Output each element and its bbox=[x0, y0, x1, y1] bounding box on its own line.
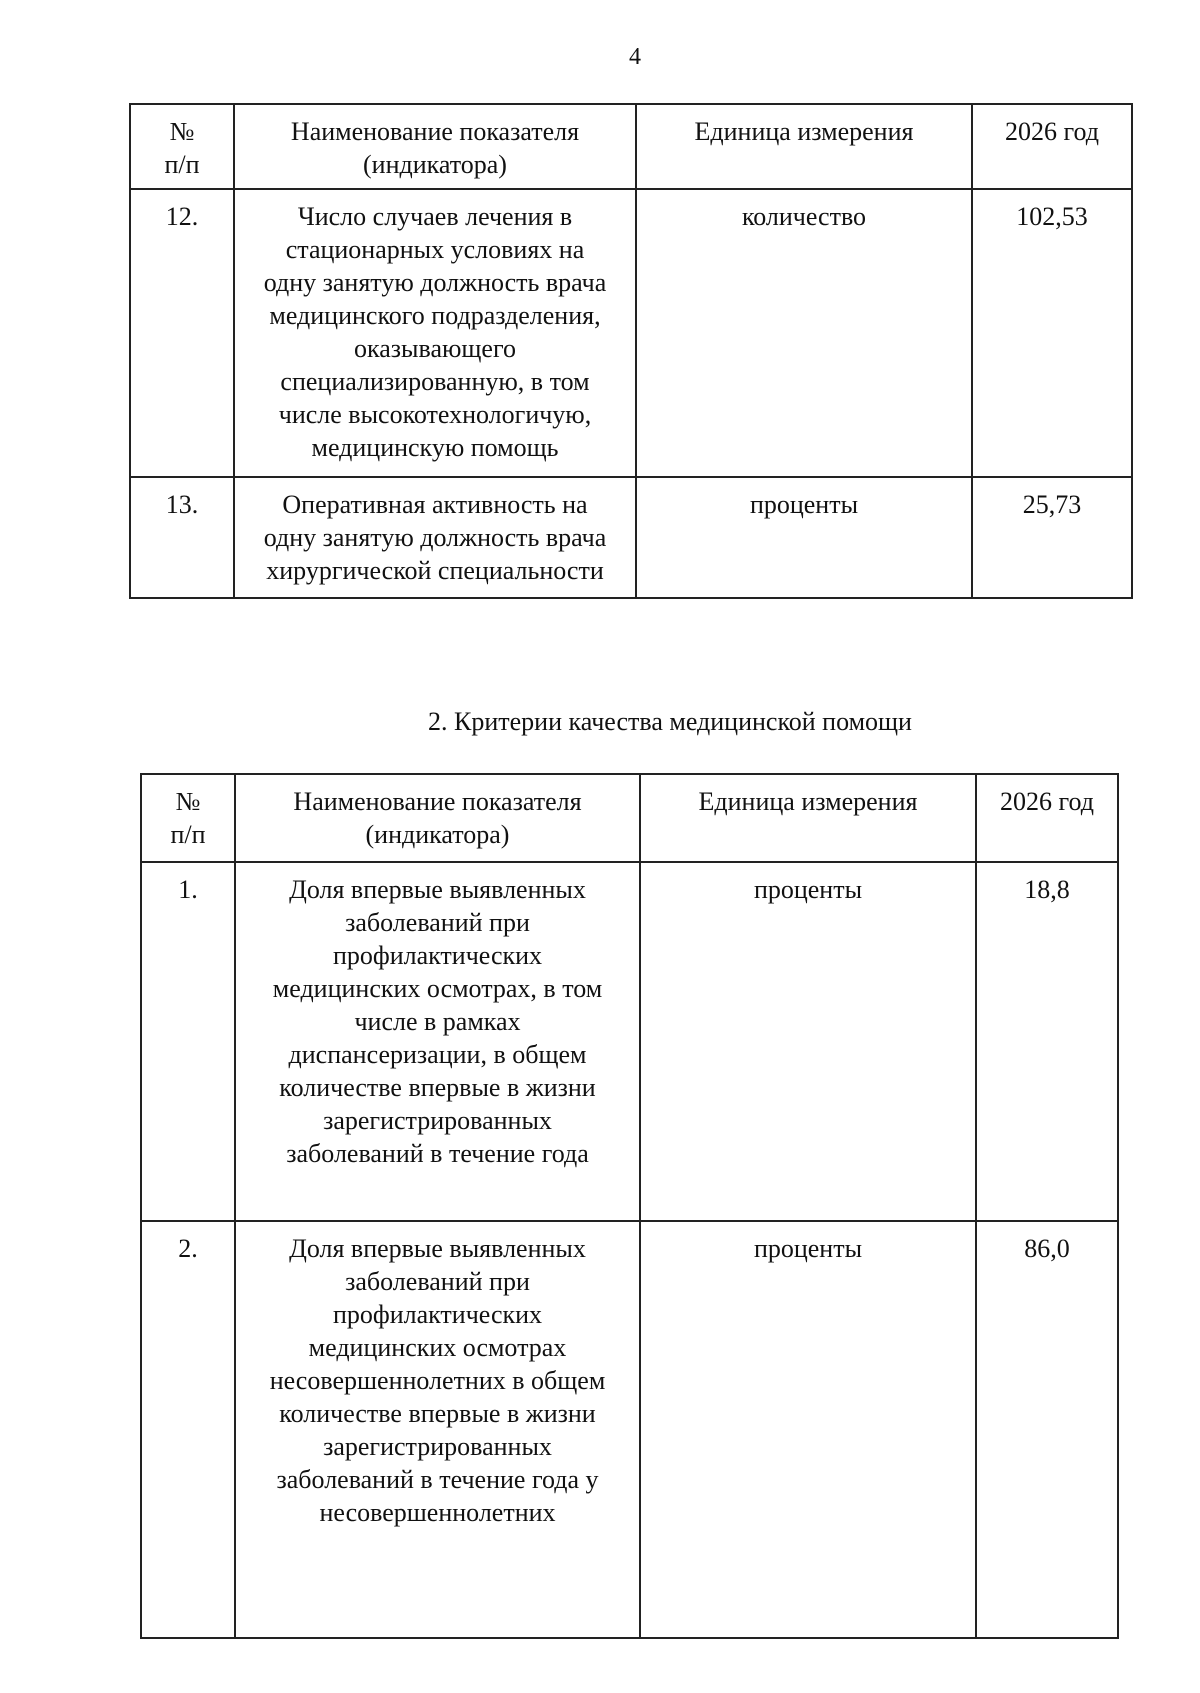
header-name-text: Наименование показателя (индикатора) bbox=[293, 787, 582, 849]
row-unit-text: проценты bbox=[753, 875, 863, 904]
row-unit-text: количество bbox=[741, 202, 867, 231]
row-num bbox=[130, 477, 234, 598]
header-num-text: № п/п bbox=[164, 117, 200, 179]
row-value-text: 25,73 bbox=[1022, 490, 1082, 519]
row-value-text: 18,8 bbox=[1024, 875, 1070, 904]
row-name bbox=[235, 862, 640, 1221]
section-heading: 2. Критерии качества медицинской помощи bbox=[428, 707, 912, 736]
row-num-text: 1. bbox=[178, 875, 198, 904]
row-unit-text: проценты bbox=[749, 490, 859, 519]
row-num bbox=[130, 189, 234, 477]
header-unit-text: Единица измерения bbox=[694, 117, 914, 146]
row-name bbox=[235, 1221, 640, 1638]
row-value-text: 86,0 bbox=[1024, 1234, 1070, 1263]
row-unit-text: проценты bbox=[753, 1234, 863, 1263]
row-value-text: 102,53 bbox=[1016, 202, 1088, 231]
header-num-text: № п/п bbox=[170, 787, 206, 849]
header-name-text: Наименование показателя (индикатора) bbox=[290, 117, 580, 179]
row-num bbox=[141, 862, 235, 1221]
row-num-text: 2. bbox=[178, 1234, 198, 1263]
header-year bbox=[972, 104, 1132, 189]
row-name bbox=[234, 477, 636, 598]
header-unit bbox=[636, 104, 972, 189]
row-value bbox=[972, 189, 1132, 477]
row-name bbox=[234, 189, 636, 477]
row-unit bbox=[640, 862, 976, 1221]
header-year bbox=[976, 774, 1118, 862]
row-name-text: Оперативная активность на одну занятую должность врача хирургической специальности bbox=[263, 490, 607, 585]
header-name bbox=[234, 104, 636, 189]
row-name-text: Доля впервые выявленных заболеваний при профилактических медицинских осмотрах несовершеннолетних в общем количестве впервые в жизни зарегистрированных заболеваний в течение года у несовершеннолетних bbox=[269, 1234, 606, 1527]
header-num bbox=[130, 104, 234, 189]
page-number: 4 bbox=[629, 44, 641, 70]
table-row bbox=[130, 477, 1132, 598]
header-unit bbox=[640, 774, 976, 862]
row-num-text: 13. bbox=[165, 490, 199, 519]
header-unit-text: Единица измерения bbox=[698, 787, 918, 816]
row-value bbox=[972, 477, 1132, 598]
header-num bbox=[141, 774, 235, 862]
table-row bbox=[130, 189, 1132, 477]
row-unit bbox=[636, 189, 972, 477]
quality-criteria-table bbox=[140, 773, 1119, 1639]
row-name-text: Доля впервые выявленных заболеваний при профилактических медицинских осмотрах, в том числе в рамках диспансеризации, в общем количестве впервые в жизни зарегистрированных заболеваний в течение года bbox=[272, 875, 603, 1168]
header-year-text: 2026 год bbox=[1000, 787, 1094, 816]
header-year-text: 2026 год bbox=[1005, 117, 1099, 146]
row-value bbox=[976, 862, 1118, 1221]
row-unit bbox=[636, 477, 972, 598]
table-header-row bbox=[141, 774, 1118, 862]
table-header-row bbox=[130, 104, 1132, 189]
indicators-table-continued bbox=[129, 103, 1133, 599]
table-row bbox=[141, 1221, 1118, 1638]
row-unit bbox=[640, 1221, 976, 1638]
row-num bbox=[141, 1221, 235, 1638]
row-name-text: Число случаев лечения в стационарных условиях на одну занятую должность врача медицинского подразделения, оказывающего специализированную, в том числе высокотехнологичую, медицинскую помощь bbox=[263, 202, 607, 462]
row-num-text: 12. bbox=[165, 202, 199, 231]
table-row bbox=[141, 862, 1118, 1221]
row-value bbox=[976, 1221, 1118, 1638]
header-name bbox=[235, 774, 640, 862]
